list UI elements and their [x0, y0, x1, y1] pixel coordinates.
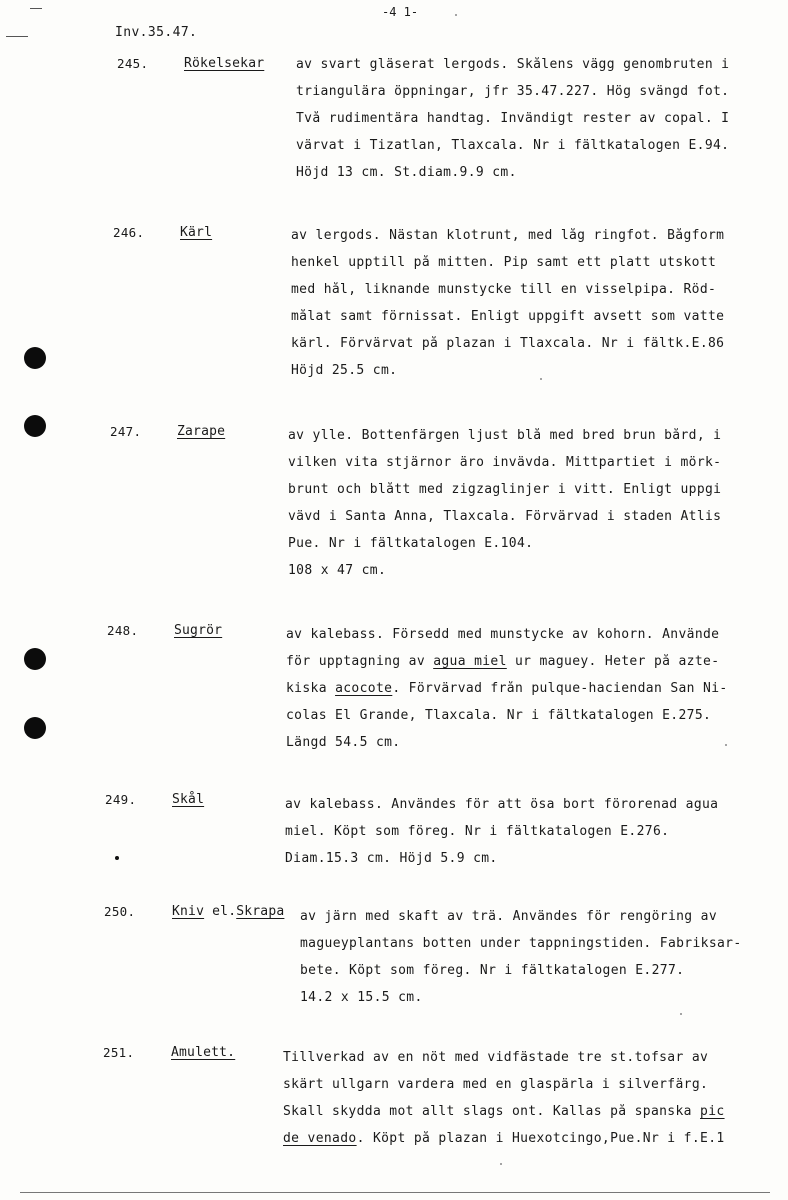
entry-name-part: Skrapa	[236, 904, 285, 919]
entry-name: Kärl	[180, 225, 213, 240]
description-line	[283, 1131, 766, 1158]
entry-description	[300, 909, 766, 1017]
description-line: värvat i Tizatlan, Tlaxcala. Nr i fältkatalogen E.94.	[296, 138, 730, 153]
description-line	[286, 654, 766, 681]
entry-name: Amulett.	[171, 1045, 236, 1060]
entry-name-part: Kniv	[172, 904, 205, 919]
description-line: målat samt förnissat. Enligt uppgift avsett som vatte	[291, 309, 725, 324]
description-line: magueyplantans botten under tappningstiden. Fabriksar-	[300, 936, 742, 951]
entry-name: Skål	[172, 792, 205, 807]
line-text: . Köpt på plazan i Huexotcingo,Pue.Nr i f.E.1	[356, 1131, 725, 1146]
underlined-term: agua miel	[433, 654, 507, 669]
description-line: brunt och blått med zigzaglinjer i vitt. Enligt uppgi	[288, 482, 722, 497]
underlined-term: pic	[700, 1104, 725, 1119]
entry-description	[286, 627, 766, 762]
description-line	[286, 735, 766, 762]
binder-hole-1	[24, 347, 46, 369]
underlined-term: de venado	[283, 1131, 357, 1146]
speck	[500, 1163, 502, 1165]
entry-number: 249.	[105, 792, 137, 807]
description-line: Diam.15.3 cm. Höjd 5.9 cm.	[285, 851, 498, 866]
description-line: Två rudimentära handtag. Invändigt rester av copal. I	[296, 111, 730, 126]
entry-number: 250.	[104, 904, 136, 919]
entry-name	[172, 905, 284, 918]
description-line: 14.2 x 15.5 cm.	[300, 990, 423, 1005]
binder-hole-2	[24, 415, 46, 437]
description-line: Pue. Nr i fältkatalogen E.104.	[288, 536, 534, 551]
entry-name: Sugrör	[174, 623, 223, 638]
description-line	[283, 1050, 766, 1077]
description-line: bete. Köpt som föreg. Nr i fältkatalogen E.277.	[300, 963, 685, 978]
entry-name: Zarape	[177, 424, 226, 439]
entry-number: 246.	[113, 225, 145, 240]
description-line: av lergods. Nästan klotrunt, med låg ringfot. Bågform	[291, 228, 725, 243]
line-text: Tillverkad av en nöt med vidfästade tre st.tofsar av	[283, 1050, 709, 1065]
description-line: 108 x 47 cm.	[288, 563, 387, 578]
description-line: av järn med skaft av trä. Användes för rengöring av	[300, 909, 718, 924]
entry-description	[285, 797, 766, 878]
entry-number: 251.	[103, 1045, 135, 1060]
line-text: . Förvärvad från pulque-haciendan San Ni-	[392, 681, 728, 696]
line-text: skärt ullgarn vardera med en glaspärla i silverfärg.	[283, 1077, 709, 1092]
description-line: Höjd 25.5 cm.	[291, 363, 398, 378]
page-number: -4 1-	[382, 5, 419, 19]
description-line: av ylle. Bottenfärgen ljust blå med bred brun bård, i	[288, 428, 722, 443]
description-line: av svart gläserat lergods. Skålens vägg genombruten i	[296, 57, 730, 72]
description-line: henkel upptill på mitten. Pip samt ett platt utskott	[291, 255, 717, 270]
line-text: kiska	[286, 681, 336, 696]
entry-number: 245.	[117, 56, 149, 71]
binder-hole-4	[24, 717, 46, 739]
speck	[455, 14, 457, 16]
entry-description	[291, 228, 766, 390]
inventory-header: Inv.35.47.	[115, 25, 198, 40]
underlined-term: acocote	[335, 681, 393, 696]
entry-name: Rökelsekar	[184, 56, 265, 71]
description-line: av kalebass. Användes för att ösa bort förorenad agua	[285, 797, 719, 812]
entry-number: 247.	[110, 424, 142, 439]
line-text: av kalebass. Försedd med munstycke av kohorn. Använde	[286, 627, 720, 642]
line-text: för upptagning av	[286, 654, 434, 669]
line-text: Längd 54.5 cm.	[286, 735, 401, 750]
binder-hole-3	[24, 648, 46, 670]
description-line: vilken vita stjärnor äro invävda. Mittpartiet i mörk-	[288, 455, 722, 470]
description-line: miel. Köpt som föreg. Nr i fältkatalogen E.276.	[285, 824, 670, 839]
entry-description	[283, 1050, 766, 1158]
entry-description	[296, 57, 766, 192]
entry-description	[288, 428, 766, 590]
entry-name-joiner: el.	[204, 904, 237, 919]
description-line	[286, 627, 766, 654]
description-line: kärl. Förvärvat på plazan i Tlaxcala. Nr i fältk.E.86	[291, 336, 725, 351]
line-text: ur maguey. Heter på azte-	[506, 654, 720, 669]
description-line	[283, 1077, 766, 1104]
entry-number: 248.	[107, 623, 139, 638]
description-line: vävd i Santa Anna, Tlaxcala. Förvärvad i staden Atlis	[288, 509, 722, 524]
description-line: Höjd 13 cm. St.diam.9.9 cm.	[296, 165, 517, 180]
ink-dot	[115, 856, 119, 860]
top-edge-mark-2	[30, 8, 42, 9]
description-line: triangulära öppningar, jfr 35.47.227. Hög svängd fot.	[296, 84, 730, 99]
description-line: med hål, liknande munstycke till en visselpipa. Röd-	[291, 282, 717, 297]
line-text: Skall skydda mot allt slags ont. Kallas på spanska	[283, 1104, 701, 1119]
bottom-edge-line	[20, 1192, 770, 1193]
description-line	[283, 1104, 766, 1131]
top-edge-mark	[6, 36, 28, 37]
description-line	[286, 708, 766, 735]
line-text: colas El Grande, Tlaxcala. Nr i fältkatalogen E.275.	[286, 708, 712, 723]
description-line	[286, 681, 766, 708]
